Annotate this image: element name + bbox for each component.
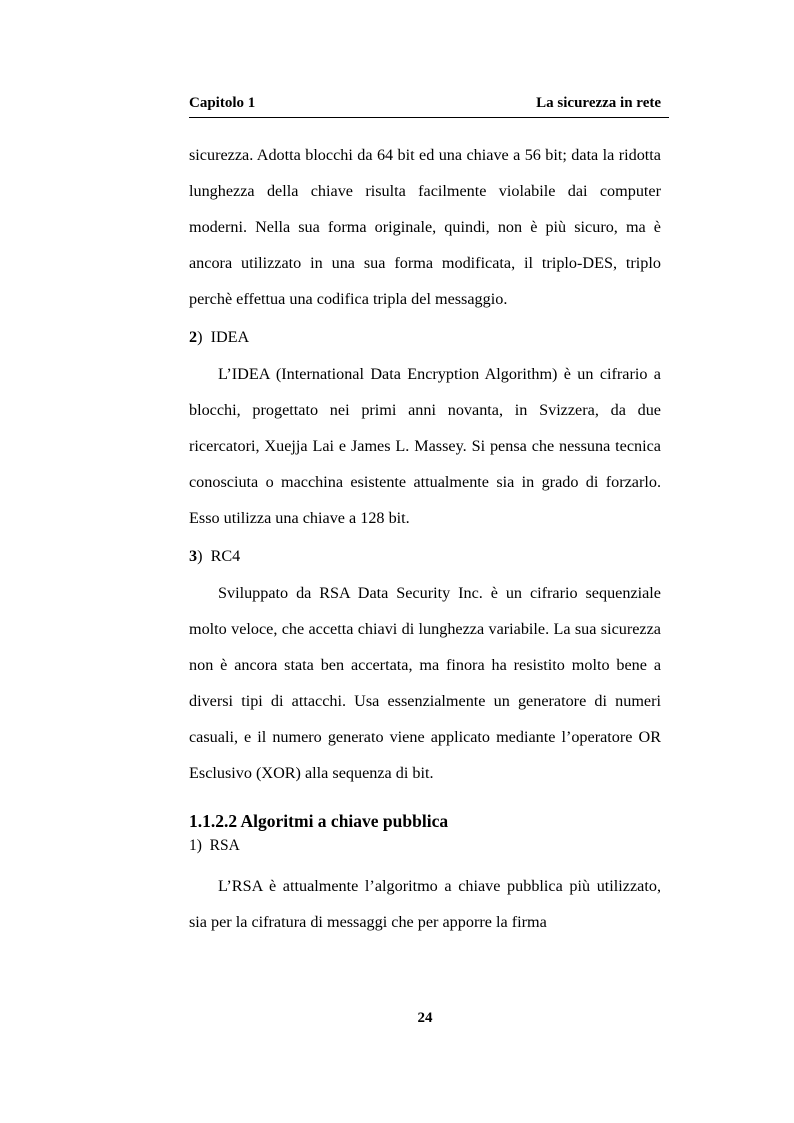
item-label: RSA	[209, 837, 240, 854]
chapter-label: Capitolo 1	[189, 95, 256, 111]
paragraph-rc4: Sviluppato da RSA Data Security Inc. è un cifrario sequenziale molto veloce, che accetta chiavi di lunghezza variabile. La sua sicurezza non è ancora stata ben accertata, ma finora ha resistito molto bene a diversi tipi di attacchi. Usa essenzialmente un generatore di numeri casuali, e il numero generato viene applicato mediante l’operatore OR Esclusivo (XOR) alla sequenza di bit.	[189, 584, 661, 782]
item-number: 1	[189, 837, 197, 854]
item-paren: )	[196, 837, 202, 854]
item-label: RC4	[210, 547, 241, 565]
list-item-rc4	[189, 542, 661, 570]
paragraph-rsa: L’RSA è attualmente l’algoritmo a chiave pubblica più utilizzato, sia per la cifratura di messaggi che per apporre la firma	[189, 877, 661, 931]
paragraph-idea: L’IDEA (International Data Encryption Algorithm) è un cifrario a blocchi, progettato nei primi anni novanta, in Svizzera, da due ricercatori, Xuejja Lai e James L. Massey. Si pensa che nessuna tecnica conosciuta o macchina esistente attualmente sia in grado di forzarlo. Esso utilizza una chiave a 128 bit.	[189, 365, 661, 527]
item-paren: )	[197, 547, 203, 565]
item-label: IDEA	[210, 328, 250, 346]
item-number: 2	[189, 328, 198, 346]
list-item-rsa	[189, 833, 661, 859]
item-number: 3	[189, 547, 198, 565]
subsection-heading: 1.1.2.2 Algoritmi a chiave pubblica	[189, 811, 449, 831]
section-title: La sicurezza in rete	[536, 95, 661, 111]
item-paren: )	[197, 328, 203, 346]
list-item-idea	[189, 323, 661, 351]
paragraph-des: sicurezza. Adotta blocchi da 64 bit ed una chiave a 56 bit; data la ridotta lunghezza della chiave risulta facilmente violabile dai computer moderni. Nella sua forma originale, quindi, non è più sicuro, ma è ancora utilizzato in una sua forma modificata, il triplo-DES, triplo perchè effettua una codifica tripla del messaggio.	[189, 146, 661, 308]
running-header	[189, 95, 669, 118]
body-text	[189, 137, 661, 940]
page-number: 24	[417, 1010, 433, 1026]
